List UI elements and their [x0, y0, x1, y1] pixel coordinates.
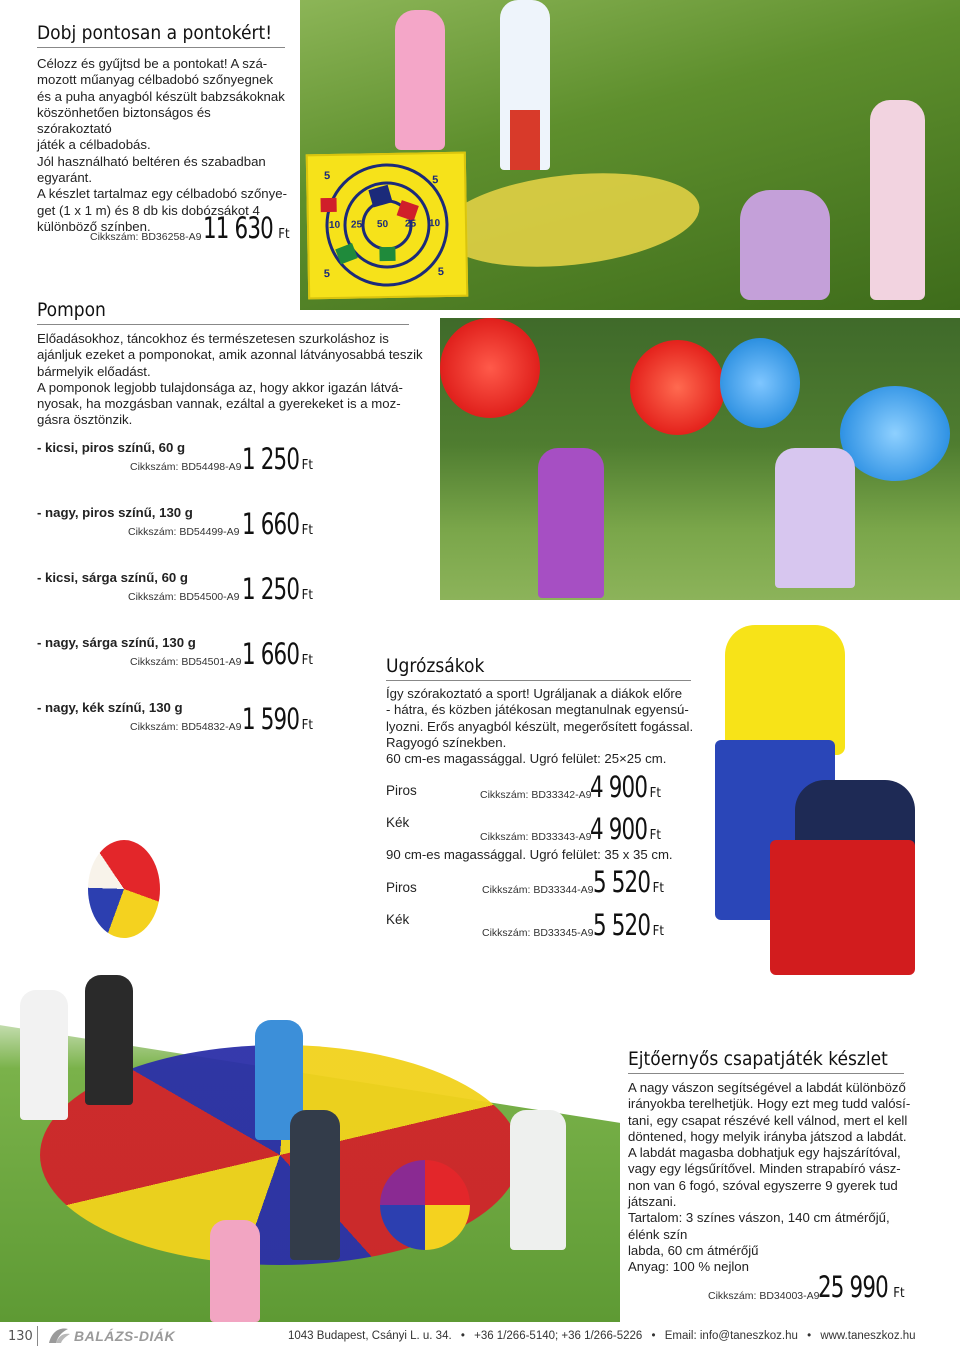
text-line: 60 cm-es magassággal. Ugró felület: 25×25 cm.	[386, 751, 667, 767]
pompon-item-price	[242, 702, 313, 736]
child-figure	[290, 1110, 340, 1260]
mat-number: 10	[328, 219, 341, 232]
text-line: labda, 60 cm átmérőjű	[628, 1242, 759, 1258]
price-value: 4 900	[590, 812, 648, 846]
pompon-description	[37, 331, 427, 429]
child-figure	[510, 110, 540, 170]
text-line: gásra ösztönzik.	[37, 412, 133, 428]
sack-item-label: Kék	[386, 912, 410, 927]
footer-separator: •	[460, 1330, 465, 1342]
mat-number: 50	[376, 218, 389, 231]
price-value: 25 990	[818, 1270, 888, 1304]
mat-number: 25	[350, 219, 363, 231]
price-currency: Ft	[893, 1286, 905, 1301]
price-value: 5 520	[593, 908, 651, 942]
pompon-item-price	[242, 442, 313, 476]
text-line: nyosak, ha mozgásban vannak, ezáltal a gyerekeket is a moz-	[37, 396, 401, 412]
target-price	[203, 211, 290, 245]
text-line: döntened, hogy melyik irányba játszod a labdát.	[628, 1128, 907, 1144]
mat-number: 5	[324, 169, 331, 183]
text-line: vagy egy légsűrítővel. Minden strapabíró vász-	[628, 1161, 901, 1177]
sack-item-price	[590, 770, 661, 804]
sack-item-price	[593, 865, 664, 899]
logo-icon	[46, 1325, 72, 1347]
text-line: A nagy vászon segítségével a labdát különböző	[628, 1080, 906, 1095]
footer-address: 1043 Budapest, Csányi L. u. 34.	[288, 1330, 452, 1342]
pompon-item-price	[242, 637, 313, 671]
text-line: különböző színben.	[37, 218, 151, 234]
price-currency: Ft	[649, 828, 661, 843]
price-currency: Ft	[301, 588, 313, 603]
text-line: Célozz és gyűjtsd be a pontokat! A szá-	[37, 56, 268, 71]
pompon-item-label: - nagy, kék színű, 130 g	[37, 700, 183, 715]
text-line: - hátra, és közben játékosan megtanulnak egyensú-	[386, 702, 689, 718]
pompon-blue	[720, 338, 800, 428]
footer-divider	[37, 1326, 38, 1346]
parachute-description	[628, 1080, 928, 1276]
footer-separator: •	[807, 1330, 812, 1342]
price-currency: Ft	[649, 786, 661, 801]
price-value: 1 590	[242, 702, 300, 736]
text-line: mozott műanyag célbadobó szőnyegnek	[37, 72, 274, 88]
text-line: Jól használható beltéren és szabadban	[37, 153, 266, 169]
mat-number: 25	[404, 218, 417, 230]
pompon-red	[630, 340, 725, 435]
sack-item-label: Piros	[386, 880, 417, 895]
sacks-section-title: Ugrózsákok	[386, 655, 691, 681]
target-description	[37, 56, 287, 235]
sack-item-sku: Cikkszám: BD33343-A9	[480, 831, 592, 843]
brand-logo	[46, 1325, 175, 1347]
pompon-item-label: - nagy, sárga színű, 130 g	[37, 635, 196, 650]
text-line: irányokba terelhetjük. Hogy ezt meg tudd valósí-	[628, 1096, 911, 1112]
text-line: játék a célbadobás.	[37, 137, 151, 153]
price-currency: Ft	[652, 924, 664, 939]
text-line: A pomponok legjobb tulajdonsága az, hogy akkor igazán látvá-	[37, 379, 403, 395]
sack-item-sku: Cikkszám: BD33344-A9	[482, 884, 594, 896]
text-line: bármelyik előadást.	[37, 363, 151, 379]
target-sku: Cikkszám: BD36258-A9	[90, 231, 202, 243]
pompon-item-sku: Cikkszám: BD54499-A9	[128, 526, 240, 538]
pompon-item-sku: Cikkszám: BD54832-A9	[130, 721, 242, 733]
child-figure	[20, 990, 68, 1120]
pompon-item-label: - nagy, piros színű, 130 g	[37, 505, 193, 520]
price-value: 1 660	[242, 637, 300, 671]
target-mat-background	[436, 162, 704, 279]
sack-item-price	[593, 908, 664, 942]
text-line: lyozni. Erős anyagból készült, megerősített fogással.	[386, 718, 694, 734]
footer-website[interactable]: www.taneszkoz.hu	[820, 1330, 916, 1342]
text-line: Így szórakoztató a sport! Ugráljanak a diákok előre	[386, 686, 683, 701]
red-sack	[770, 840, 915, 975]
price-value: 4 900	[590, 770, 648, 804]
text-line: játszani.	[628, 1194, 677, 1210]
text-line: non van 6 fogó, szóval egyszerre 9 gyerek tud	[628, 1177, 898, 1193]
sacks-description	[386, 686, 706, 767]
child-figure	[85, 975, 133, 1105]
sack-item-price	[590, 812, 661, 846]
pompon-item-sku: Cikkszám: BD54498-A9	[130, 461, 242, 473]
price-currency: Ft	[301, 718, 313, 733]
child-figure	[538, 448, 604, 598]
footer-contact	[288, 1330, 916, 1342]
sack-item-label: Kék	[386, 815, 410, 830]
logo-text: BALÁZS-DIÁK	[74, 1328, 176, 1344]
footer-email[interactable]: Email: info@taneszkoz.hu	[664, 1330, 798, 1342]
page-footer	[0, 1322, 960, 1350]
price-value: 1 250	[242, 442, 300, 476]
price-currency: Ft	[278, 227, 290, 242]
text-line: Anyag: 100 % nejlon	[628, 1259, 749, 1275]
child-figure	[740, 190, 830, 300]
price-currency: Ft	[301, 458, 313, 473]
pompon-blue	[840, 386, 950, 481]
pompon-item-price	[242, 572, 313, 606]
parachute-ball	[88, 840, 160, 938]
pompon-section-title: Pompon	[37, 299, 409, 325]
price-value: 5 520	[593, 865, 651, 899]
sack-item-label: Piros	[386, 783, 417, 798]
footer-separator: •	[651, 1330, 656, 1342]
mat-number: 5	[323, 268, 331, 281]
mat-number: 5	[437, 266, 445, 279]
pompon-item-sku: Cikkszám: BD54501-A9	[130, 656, 242, 668]
price-value: 1 250	[242, 572, 300, 606]
child-figure	[870, 100, 925, 300]
child-figure	[725, 625, 845, 755]
text-line: get (1 x 1 m) és 8 db kis dobózsákot 4	[37, 202, 260, 218]
text-line: ajánljuk ezeket a pomponokat, amik azonnal látványosabbá teszik	[37, 347, 423, 363]
parachute-section-title: Ejtőernyős csapatjáték készlet	[628, 1048, 904, 1074]
text-line: Előadásokhoz, táncokhoz és természetesen szurkoláshoz is	[37, 331, 389, 346]
price-currency: Ft	[652, 881, 664, 896]
text-line: A labdát magasba dobhatjuk egy hajszárítóval,	[628, 1145, 901, 1161]
text-line: köszönhetően biztonságos és szórakoztató	[37, 104, 211, 137]
text-line: Ragyogó színekben.	[386, 734, 507, 750]
price-currency: Ft	[301, 523, 313, 538]
parachute-sku: Cikkszám: BD34003-A9	[708, 1290, 820, 1302]
pompon-item-price	[242, 507, 313, 541]
footer-phone: +36 1/266-5140; +36 1/266-5226	[474, 1330, 643, 1342]
price-value: 11 630	[203, 211, 273, 245]
pompon-item-label: - kicsi, sárga színű, 60 g	[37, 570, 188, 585]
sack-item-sku: Cikkszám: BD33345-A9	[482, 927, 594, 939]
target-section-title: Dobj pontosan a pontokért!	[37, 22, 285, 48]
mat-number: 10	[428, 218, 441, 230]
pompon-item-label: - kicsi, piros színű, 60 g	[37, 440, 186, 455]
sacks-size-line: 90 cm-es magassággal. Ugró felület: 35 x 35 cm.	[386, 847, 673, 862]
text-line: egyaránt.	[37, 170, 92, 186]
sack-item-sku: Cikkszám: BD33342-A9	[480, 789, 592, 801]
child-figure	[395, 10, 445, 150]
pompon-item-sku: Cikkszám: BD54500-A9	[128, 591, 240, 603]
parachute-price	[818, 1270, 905, 1304]
text-line: A készlet tartalmaz egy célbadobó szőnye-	[37, 186, 287, 202]
parachute-photo	[0, 960, 620, 1322]
child-figure	[510, 1110, 566, 1250]
text-line: Tartalom: 3 színes vászon, 140 cm átmérőjű,	[628, 1210, 890, 1226]
child-figure	[210, 1220, 260, 1322]
mat-number: 5	[432, 174, 439, 187]
text-line: és a puha anyagból készült babzsákoknak	[37, 88, 285, 104]
pompon-red	[440, 318, 540, 418]
sack-race-photo	[700, 540, 960, 980]
target-mat	[306, 152, 469, 300]
parachute-ball-large	[380, 1160, 470, 1250]
price-currency: Ft	[301, 653, 313, 668]
price-value: 1 660	[242, 507, 300, 541]
text-line: élénk szín	[628, 1226, 688, 1242]
text-line: tani, egy csapat részévé kell válnod, mert el kell	[628, 1112, 908, 1128]
page-number: 130	[8, 1329, 33, 1344]
